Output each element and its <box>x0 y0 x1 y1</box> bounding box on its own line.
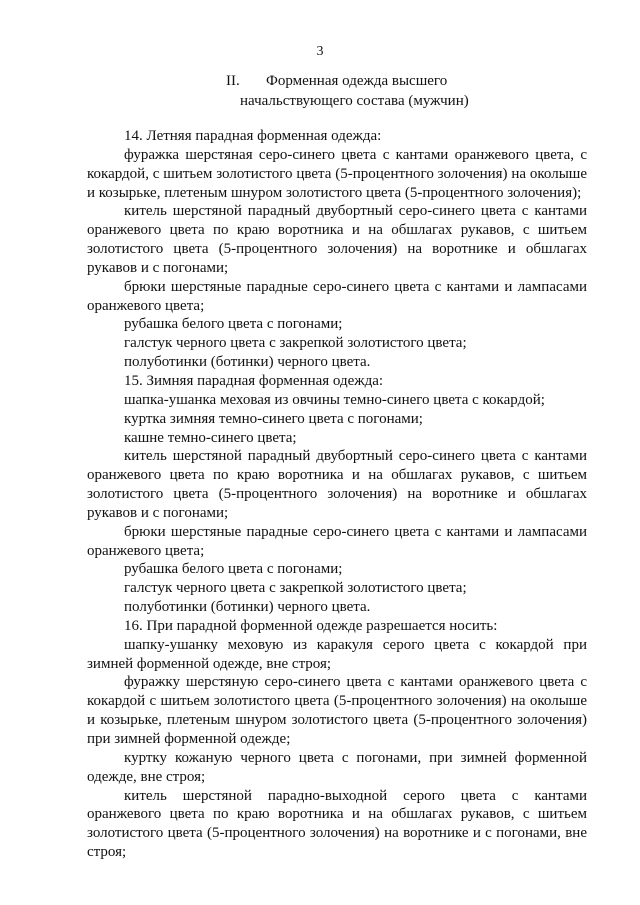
paragraph: брюки шерстяные парадные серо-синего цвета с кантами и лампасами оранжевого цвета; <box>87 278 587 314</box>
paragraph: китель шерстяной парадный двубортный серо-синего цвета с кантами оранжевого цвета по краю воротника и на обшлагах рукавов, с шитьем золотистого цвета (5-процентного золочения) на воротнике и обшлагах рукавов и с погонами; <box>87 448 587 521</box>
paragraph: 16. При парадной форменной одежде разрешается носить: <box>124 617 498 634</box>
paragraph: 14. Летняя парадная форменная одежда: <box>124 128 382 144</box>
section-title-line1: Форменная одежда высшего <box>266 73 448 89</box>
paragraph: китель шерстяной парадный двубортный серо-синего цвета с кантами оранжевого цвета по краю воротника и на обшлагах рукавов, с шитьем золотистого цвета (5-процентного золочения) на воротнике и обшлагах рукавов и с погонами; <box>87 203 587 276</box>
paragraph: куртку кожаную черного цвета с погонами, при зимней форменной одежде, вне строя; <box>87 749 587 785</box>
paragraph: 15. Зимняя парадная форменная одежда: <box>124 372 384 389</box>
paragraph: куртка зимняя темно-синего цвета с погонами; <box>124 410 423 427</box>
section-title-line2: начальствующего состава (мужчин) <box>240 93 469 109</box>
document-body <box>87 127 587 862</box>
paragraph: рубашка белого цвета с погонами; <box>124 316 343 333</box>
paragraph: шапка-ушанка меховая из овчины темно-синего цвета с кокардой; <box>124 391 545 408</box>
paragraph: полуботинки (ботинки) черного цвета. <box>124 354 371 371</box>
paragraph: кашне темно-синего цвета; <box>124 429 297 446</box>
paragraph: рубашка белого цвета с погонами; <box>124 561 343 578</box>
paragraph: брюки шерстяные парадные серо-синего цвета с кантами и лампасами оранжевого цвета; <box>87 523 587 559</box>
section-number: II. <box>226 73 240 89</box>
page-number: 3 <box>316 44 324 59</box>
paragraph: фуражку шерстяную серо-синего цвета с кантами оранжевого цвета с кокардой с шитьем золотистого цвета (5-процентного золочения) на околыше и козырьке, плетеным шнуром золотистого цвета (5-процентного золочения) при зимней форменной одежде; <box>87 674 587 747</box>
paragraph: галстук черного цвета с закрепкой золотистого цвета; <box>124 335 467 352</box>
paragraph: фуражка шерстяная серо-синего цвета с кантами оранжевого цвета, с кокардой, с шитьем золотистого цвета (5-процентного золочения) на околыше и козырьке, плетеным шнуром золотистого цвета (5-процентного золочения); <box>87 146 587 201</box>
paragraph: полуботинки (ботинки) черного цвета. <box>124 599 371 616</box>
paragraph: галстук черного цвета с закрепкой золотистого цвета; <box>124 580 467 597</box>
paragraph: китель шерстяной парадно-выходной серого цвета с кантами оранжевого цвета по краю воротника и на обшлагах рукавов, с шитьем золотистого цвета (5-процентного золочения) на воротнике и с погонами, вне строя; <box>87 787 587 861</box>
paragraph: шапку-ушанку меховую из каракуля серого цвета с кокардой при зимней форменной одежде, вне строя; <box>87 636 587 672</box>
